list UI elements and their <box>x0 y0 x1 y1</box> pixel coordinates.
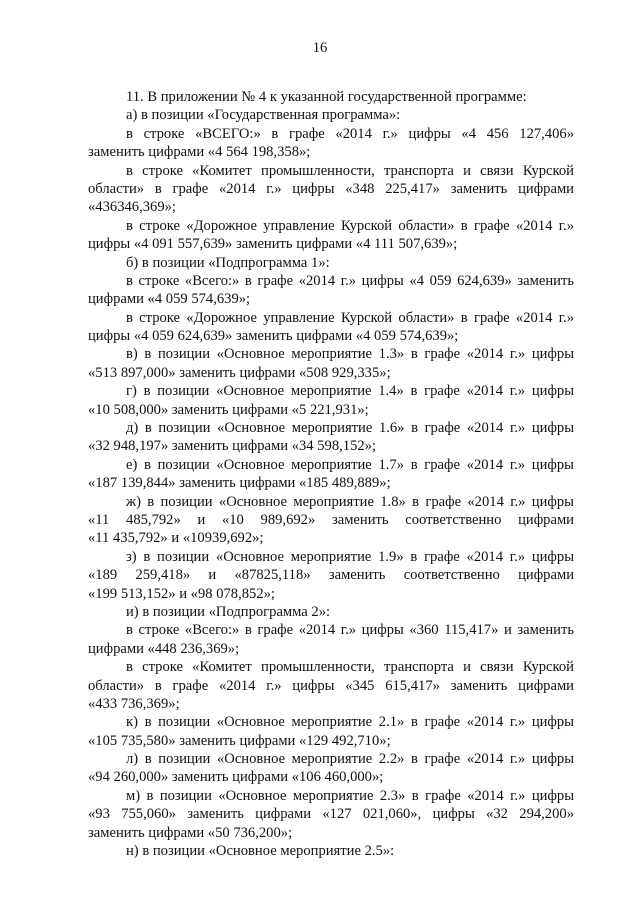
text-line: ж) в позиции «Основное мероприятие 1.8» в графе «2014 г.» цифры <box>126 493 574 510</box>
text-line: в строке «Всего:» в графе «2014 г.» цифры «360 115,417» и заменить <box>126 622 574 639</box>
text-line: «433 736,369»; <box>88 695 180 712</box>
text-line: а) в позиции «Государственная программа»: <box>126 107 401 124</box>
text-line: в строке «Комитет промышленности, транспорта и связи Курской <box>126 659 574 676</box>
text-line: д) в позиции «Основное мероприятие 1.6» в графе «2014 г.» цифры <box>126 420 574 437</box>
document-body <box>88 88 574 860</box>
text-line: л) в позиции «Основное мероприятие 2.2» в графе «2014 г.» цифры <box>126 751 574 768</box>
text-line: в строке «Всего:» в графе «2014 г.» цифры «4 059 624,639» заменить <box>126 272 574 289</box>
text-line: е) в позиции «Основное мероприятие 1.7» в графе «2014 г.» цифры <box>126 456 574 473</box>
text-line: в строке «Дорожное управление Курской области» в графе «2014 г.» <box>126 309 574 326</box>
text-line: «10 508,000» заменить цифрами «5 221,931»; <box>88 401 369 418</box>
text-line: в строке «Комитет промышленности, транспорта и связи Курской <box>126 162 574 179</box>
text-line: области» в графе «2014 г.» цифры «348 225,417» заменить цифрами <box>88 180 574 197</box>
text-line: цифры «4 059 624,639» заменить цифрами «4 059 574,639»; <box>88 328 459 345</box>
page-number: 16 <box>312 40 328 56</box>
text-line: «187 139,844» заменить цифрами «185 489,889»; <box>88 475 391 492</box>
text-line: области» в графе «2014 г.» цифры «345 615,417» заменить цифрами <box>88 677 574 694</box>
text-line: цифрами «448 236,369»; <box>88 640 240 657</box>
text-line: «199 513,152» и «98 078,852»; <box>88 585 275 602</box>
text-line: «94 260,000» заменить цифрами «106 460,000»; <box>88 769 384 786</box>
text-line: в строке «ВСЕГО:» в графе «2014 г.» цифры «4 456 127,406» <box>126 125 574 142</box>
text-line: цифры «4 091 557,639» заменить цифрами «4 111 507,639»; <box>88 236 458 253</box>
text-line: «189 259,418» и «87825,118» заменить соответственно цифрами <box>88 567 574 584</box>
text-line: «513 897,000» заменить цифрами «508 929,335»; <box>88 364 391 381</box>
text-line: «93 755,060» заменить цифрами «127 021,060», цифры «32 294,200» <box>88 806 574 823</box>
text-line: цифрами «4 059 574,639»; <box>88 291 251 308</box>
text-line: к) в позиции «Основное мероприятие 2.1» в графе «2014 г.» цифры <box>126 714 574 731</box>
text-line: «105 735,580» заменить цифрами «129 492,710»; <box>88 732 391 749</box>
text-line: «32 948,197» заменить цифрами «34 598,152»; <box>88 438 377 455</box>
text-line: заменить цифрами «4 564 198,358»; <box>88 144 311 161</box>
text-line: и) в позиции «Подпрограмма 2»: <box>126 603 331 620</box>
text-line: в) в позиции «Основное мероприятие 1.3» в графе «2014 г.» цифры <box>126 346 574 363</box>
text-line: б) в позиции «Подпрограмма 1»: <box>126 254 330 271</box>
text-line: з) в позиции «Основное мероприятие 1.9» в графе «2014 г.» цифры <box>126 548 574 565</box>
text-line: м) в позиции «Основное мероприятие 2.3» в графе «2014 г.» цифры <box>126 787 574 804</box>
text-line: н) в позиции «Основное мероприятие 2.5»: <box>126 843 395 860</box>
text-line: заменить цифрами «50 736,200»; <box>88 824 293 841</box>
text-line: г) в позиции «Основное мероприятие 1.4» в графе «2014 г.» цифры <box>126 383 574 400</box>
text-line: 11. В приложении № 4 к указанной государственной программе: <box>126 89 527 105</box>
text-line: «11 485,792» и «10 989,692» заменить соответственно цифрами <box>88 511 574 528</box>
text-line: «11 435,792» и «10939,692»; <box>88 530 264 547</box>
text-line: «436346,369»; <box>88 199 176 216</box>
text-line: в строке «Дорожное управление Курской области» в графе «2014 г.» <box>126 217 574 234</box>
